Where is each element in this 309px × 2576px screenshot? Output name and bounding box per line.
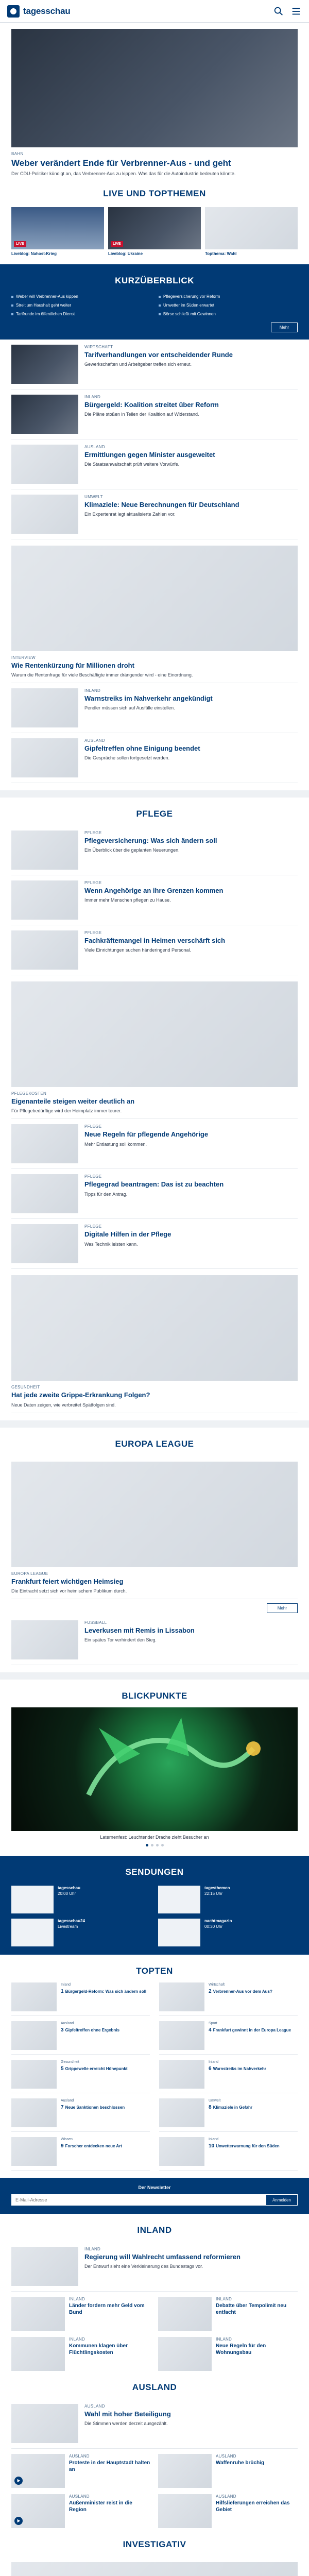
- blickpunkte-image[interactable]: [11, 1707, 298, 1831]
- topten-image: [159, 2098, 204, 2127]
- live-caption: Topthema: Wahl: [205, 251, 237, 257]
- pflege-teaser[interactable]: [11, 925, 298, 975]
- teaser-topline: INLAND: [216, 2297, 232, 2302]
- teaser-image: [11, 688, 78, 727]
- ausland-card[interactable]: [11, 2454, 151, 2488]
- feature-topline: PFLEGEKOSTEN: [11, 1091, 47, 1096]
- carousel-dot[interactable]: [151, 1844, 153, 1846]
- sendung-sub: 20:00 Uhr: [58, 1891, 76, 1896]
- teaser-topline: INLAND: [84, 2247, 101, 2252]
- ausland-card[interactable]: [158, 2454, 298, 2488]
- live-card[interactable]: [108, 207, 201, 257]
- inland-title: INLAND: [137, 2225, 172, 2235]
- search-icon[interactable]: [273, 6, 284, 17]
- sendung-card[interactable]: [158, 1886, 298, 1913]
- topten-image: [159, 1982, 204, 2011]
- teaser-text: Die Staatsanwaltschaft prüft weitere Vorwürfe.: [84, 462, 180, 467]
- lead-image: [11, 29, 298, 147]
- teaser-image: [11, 445, 78, 484]
- teaser-image: [11, 1620, 78, 1659]
- feature-text: Die Eintracht setzt sich vor heimischem Publikum durch.: [11, 1588, 127, 1594]
- teaser-topline: INLAND: [216, 2337, 232, 2342]
- sendung-image: [11, 1886, 54, 1913]
- teaser-image: [11, 2454, 65, 2488]
- ausland-card[interactable]: [11, 2494, 151, 2528]
- ausland-feature[interactable]: [11, 2399, 298, 2449]
- sendung-card[interactable]: [158, 1919, 298, 1946]
- carousel-dot[interactable]: [146, 1844, 148, 1846]
- live-section-title: LIVE UND TOPTHEMEN: [103, 189, 206, 199]
- news-teaser[interactable]: [11, 489, 298, 539]
- feature-headline: Frankfurt feiert wichtigen Heimsieg: [11, 1577, 124, 1585]
- sendung-title: nachtmagazin: [204, 1919, 232, 1924]
- teaser-topline: AUSLAND: [216, 2494, 236, 2499]
- teaser-image: [11, 831, 78, 870]
- teaser-image: [11, 930, 78, 970]
- blickpunkte-section: [0, 1680, 309, 1849]
- sendung-sub: Livestream: [58, 1924, 78, 1929]
- sendung-sub: 22:15 Uhr: [204, 1891, 223, 1896]
- topten-item[interactable]: [11, 2060, 150, 2093]
- teaser-image: [11, 2247, 78, 2286]
- investigativ-section: [0, 2528, 309, 2576]
- top-bar: [0, 0, 309, 23]
- live-row: [11, 207, 298, 257]
- sendung-sub: 00:30 Uhr: [204, 1924, 223, 1929]
- feature-text: Neue Daten zeigen, wie verbreitet Spätfolgen sind.: [11, 1402, 116, 1408]
- feature-text: Warum die Rentenfrage für viele Beschäftigte immer drängender wird - eine Einordnung.: [11, 672, 193, 678]
- topten-image: [159, 2137, 204, 2166]
- teaser-text: Der Entwurf sieht eine Verkleinerung des Bundestags vor.: [84, 2264, 203, 2269]
- teaser-image: [11, 345, 78, 384]
- teaser-topline: AUSLAND: [69, 2454, 90, 2459]
- carousel-dot[interactable]: [161, 1844, 164, 1846]
- blickpunkte-title: BLICKPUNKTE: [122, 1691, 187, 1701]
- europa-feature[interactable]: [11, 1455, 298, 1599]
- pflege-teaser[interactable]: [11, 875, 298, 925]
- investigativ-feature[interactable]: [11, 2556, 298, 2576]
- pflege-teaser[interactable]: [11, 1169, 298, 1219]
- teaser-topline: INLAND: [84, 394, 101, 399]
- sendung-title: tagesthemen: [204, 1886, 230, 1891]
- teaser-headline: Waffenruhe brüchig: [216, 2460, 265, 2466]
- inland-grid: [11, 2297, 298, 2371]
- topten-section: [0, 1955, 309, 2171]
- lead-teaser-text: Der CDU-Politiker kündigt an, das Verbrenner-Aus zu kippen. Was das für die Autoindustrie bedeuten könnte.: [11, 171, 236, 177]
- topten-image: [11, 2137, 57, 2166]
- teaser-headline: Digitale Hilfen in der Pflege: [84, 1230, 171, 1239]
- feature-topline: INTERVIEW: [11, 655, 36, 660]
- topten-image: [11, 2021, 57, 2050]
- topten-rank: 4: [209, 2027, 212, 2033]
- topten-item[interactable]: [159, 2137, 298, 2171]
- topten-topline: Gesundheit: [61, 2060, 79, 2064]
- news-teaser[interactable]: [11, 733, 298, 783]
- logo-text: tagesschau: [23, 6, 71, 16]
- play-icon[interactable]: [14, 2517, 23, 2525]
- lead-headline: Weber verändert Ende für Verbrenner-Aus - und geht: [11, 158, 231, 168]
- brief-item[interactable]: Tarifrunde im öffentlichen Dienst: [11, 312, 150, 317]
- topten-headline: Bürgergeld-Reform: Was sich ändern soll: [65, 1989, 147, 1994]
- dragon-illustration: [11, 1707, 298, 1831]
- carousel-dots: [11, 1841, 298, 1849]
- brief-section: [0, 264, 309, 340]
- sendung-card[interactable]: [11, 1886, 151, 1913]
- sendung-card[interactable]: [11, 1919, 151, 1946]
- topten-topline: Ausland: [61, 2022, 74, 2026]
- teaser-image: [158, 2297, 212, 2331]
- logo-icon: [7, 5, 20, 18]
- live-caption: Liveblog: Nahost-Krieg: [11, 251, 57, 257]
- inland-card[interactable]: [11, 2337, 151, 2371]
- feature-headline: Wie Rentenkürzung für Millionen droht: [11, 661, 134, 669]
- topten-rank: 1: [61, 1989, 64, 1995]
- teaser-headline: Neue Regeln für den Wohnungsbau: [216, 2343, 266, 2355]
- topten-item[interactable]: [11, 1982, 150, 2016]
- brief-item[interactable]: Weber will Verbrenner-Aus kippen: [11, 294, 150, 299]
- investigativ-title: INVESTIGATIV: [123, 2539, 186, 2550]
- blickpunkte-caption: Laternenfest: Leuchtender Drache zieht Besucher an: [100, 1835, 209, 1840]
- play-icon[interactable]: [14, 2477, 23, 2485]
- bullet-icon: [11, 313, 13, 315]
- teaser-topline: INLAND: [84, 688, 101, 693]
- topten-rank: 10: [209, 2143, 215, 2149]
- teaser-headline: Klimaziele: Neue Berechnungen für Deutschland: [84, 500, 239, 509]
- teaser-topline: AUSLAND: [216, 2454, 236, 2459]
- section-separator: [0, 1420, 309, 1428]
- teaser-topline: UMWELT: [84, 494, 103, 499]
- topten-item[interactable]: [11, 2137, 150, 2171]
- teaser-image: [11, 880, 78, 920]
- live-badge: LIVE: [14, 241, 26, 247]
- teaser-text: Die Stimmen werden derzeit ausgezählt.: [84, 2421, 168, 2427]
- teaser-headline: Ermittlungen gegen Minister ausgeweitet: [84, 450, 215, 459]
- teaser-image: [11, 2404, 78, 2443]
- brief-list: [0, 292, 309, 323]
- logo[interactable]: [7, 5, 71, 18]
- feature-image: [11, 546, 298, 651]
- section-separator: [0, 1672, 309, 1680]
- teaser-headline: Pflegeversicherung: Was sich ändern soll: [84, 837, 217, 845]
- brief-item[interactable]: Börse schließt mit Gewinnen: [159, 312, 298, 317]
- topten-topline: Wissen: [61, 2138, 73, 2142]
- topten-headline: Warnstreiks im Nahverkehr: [213, 2066, 266, 2072]
- topten-topline: Umwelt: [209, 2099, 221, 2103]
- feature-topline: EUROPA LEAGUE: [11, 1571, 48, 1576]
- teaser-headline: Fachkräftemangel in Heimen verschärft sich: [84, 937, 226, 945]
- live-card[interactable]: [11, 207, 104, 257]
- lead-topline: BAHN: [11, 151, 24, 156]
- pflege-teaser[interactable]: [11, 825, 298, 875]
- topten-rank: 9: [61, 2143, 64, 2149]
- sendung-image: [158, 1919, 200, 1946]
- ausland-section: [0, 2371, 309, 2528]
- newsletter-box: [0, 2178, 309, 2214]
- teaser-headline: Regierung will Wahlrecht umfassend reformieren: [84, 2253, 241, 2261]
- live-badge: LIVE: [111, 241, 123, 247]
- pflege-feature[interactable]: [11, 975, 298, 1119]
- topten-headline: Unwetterwarnung für den Süden: [216, 2144, 280, 2149]
- live-caption: Liveblog: Ukraine: [108, 251, 143, 257]
- pflege-title: PFLEGE: [136, 809, 173, 819]
- topten-rank: 7: [61, 2105, 64, 2111]
- topten-rank: 2: [209, 1989, 212, 1995]
- feature-teaser[interactable]: [11, 1269, 298, 1413]
- sendungen-title: SENDUNGEN: [125, 1867, 184, 1877]
- sendung-image: [11, 1919, 54, 1946]
- teaser-topline: WIRTSCHAFT: [84, 344, 113, 349]
- topten-rank: 6: [209, 2066, 212, 2072]
- bullet-icon: [159, 313, 161, 315]
- teaser-image: [11, 2494, 65, 2528]
- teaser-text: Die Pläne stoßen in Teilen der Koalition auf Widerstand.: [84, 412, 199, 417]
- topten-headline: Frankfurt gewinnt in der Europa League: [213, 2028, 291, 2033]
- live-card[interactable]: [205, 207, 298, 257]
- teaser-topline: FUSSBALL: [84, 1620, 107, 1625]
- inland-card[interactable]: [158, 2297, 298, 2331]
- teaser-headline: Kommunen klagen über Flüchtlingskosten: [69, 2343, 128, 2355]
- teaser-topline: PFLEGE: [84, 831, 102, 836]
- feature-image: [11, 2562, 298, 2576]
- topten-item[interactable]: [159, 1982, 298, 2016]
- teaser-topline: PFLEGE: [84, 880, 102, 886]
- sendungen-section: [0, 1856, 309, 1955]
- brief-item[interactable]: Unwetter im Süden erwartet: [159, 303, 298, 308]
- teaser-topline: INLAND: [69, 2297, 85, 2302]
- teaser-headline: Wahl mit hoher Beteiligung: [84, 2410, 171, 2418]
- teaser-text: Die Gespräche sollen fortgesetzt werden.: [84, 755, 170, 761]
- topten-image: [159, 2021, 204, 2050]
- europa-more-button[interactable]: Mehr: [267, 1603, 298, 1613]
- ausland-grid: [11, 2454, 298, 2528]
- live-image: [11, 207, 104, 249]
- topten-headline: Gipfeltreffen ohne Ergebnis: [65, 2028, 119, 2033]
- pflege-section: [0, 798, 309, 1413]
- topten-topline: Inland: [209, 2060, 219, 2064]
- topten-image: [11, 2060, 57, 2089]
- teaser-text: Mehr Entlastung soll kommen.: [84, 1141, 147, 1147]
- teaser-topline: AUSLAND: [84, 444, 105, 449]
- teaser-headline: Länder fordern mehr Geld vom Bund: [69, 2303, 145, 2315]
- brief-item[interactable]: Streit um Haushalt geht weiter: [11, 303, 150, 308]
- brief-item[interactable]: Pflegeversicherung vor Reform: [159, 294, 298, 299]
- teaser-image: [158, 2337, 212, 2371]
- topten-topline: Inland: [61, 1983, 71, 1987]
- news-teaser[interactable]: [11, 683, 298, 733]
- sendungen-list: [0, 1884, 309, 1955]
- teaser-image: [11, 395, 78, 434]
- topten-headline: Forscher entdecken neue Art: [65, 2144, 122, 2149]
- news-teaser[interactable]: [11, 340, 298, 389]
- topten-rank: 5: [61, 2066, 64, 2072]
- topten-image: [159, 2060, 204, 2089]
- topten-topline: Inland: [209, 2138, 219, 2142]
- newsletter-title: Der Newsletter: [138, 2185, 171, 2191]
- teaser-image: [11, 495, 78, 534]
- europa-section: [0, 1428, 309, 1665]
- teaser-text: Tipps für den Antrag.: [84, 1191, 128, 1197]
- feature-image: [11, 1462, 298, 1567]
- topten-image: [11, 2098, 57, 2127]
- teaser-headline: Wenn Angehörige an ihre Grenzen kommen: [84, 887, 224, 895]
- newsletter-email-input[interactable]: [11, 2194, 266, 2206]
- teaser-image: [11, 738, 78, 777]
- topten-item[interactable]: [11, 2021, 150, 2055]
- feature-image: [11, 1275, 298, 1381]
- teaser-text: Ein spätes Tor verhindert den Sieg.: [84, 1637, 157, 1643]
- teaser-text: Was Technik leisten kann.: [84, 1241, 138, 1247]
- teaser-headline: Tarifverhandlungen vor entscheidender Runde: [84, 350, 233, 359]
- teaser-headline: Proteste in der Hauptstadt halten an: [69, 2460, 150, 2472]
- teaser-headline: Warnstreiks im Nahverkehr angekündigt: [84, 694, 213, 703]
- carousel-dot[interactable]: [156, 1844, 159, 1846]
- inland-section: [0, 2214, 309, 2371]
- teaser-text: Pendler müssen sich auf Ausfälle einstellen.: [84, 705, 175, 711]
- sendung-image: [158, 1886, 200, 1913]
- news-teaser[interactable]: [11, 389, 298, 439]
- teaser-headline: Hilfslieferungen erreichen das Gebiet: [216, 2500, 290, 2513]
- feature-teaser[interactable]: [11, 539, 298, 683]
- teaser-topline: AUSLAND: [84, 2404, 105, 2409]
- topten-headline: Grippewelle erreicht Höhepunkt: [65, 2066, 128, 2072]
- news-teaser[interactable]: [11, 439, 298, 489]
- topten-title: TOPTEN: [136, 1966, 173, 1976]
- lead-teaser[interactable]: [11, 29, 298, 177]
- topten-rank: 3: [61, 2027, 64, 2033]
- teaser-headline: Gipfeltreffen ohne Einigung beendet: [84, 744, 200, 753]
- teaser-text: Ein Expertenrat legt aktualisierte Zahlen vor.: [84, 512, 176, 517]
- live-image: [205, 207, 298, 249]
- teaser-topline: PFLEGE: [84, 930, 102, 936]
- teaser-text: Gewerkschaften und Arbeitgeber treffen sich erneut.: [84, 362, 192, 367]
- inland-feature[interactable]: [11, 2242, 298, 2292]
- bullet-icon: [11, 296, 13, 298]
- feature-topline: GESUNDHEIT: [11, 1385, 40, 1390]
- teaser-headline: Leverkusen mit Remis in Lissabon: [84, 1626, 195, 1635]
- teaser-headline: Bürgergeld: Koalition streitet über Reform: [84, 400, 219, 409]
- topten-item[interactable]: [159, 2098, 298, 2132]
- topten-item[interactable]: [159, 2060, 298, 2093]
- bullet-icon: [159, 296, 161, 298]
- teaser-image: [11, 1174, 78, 1213]
- ausland-card[interactable]: [158, 2494, 298, 2528]
- teaser-topline: PFLEGE: [84, 1224, 102, 1229]
- feature-headline: Hat jede zweite Grippe-Erkrankung Folgen?: [11, 1391, 150, 1399]
- topten-topline: Wirtschaft: [209, 1983, 225, 1987]
- topten-topline: Ausland: [61, 2099, 74, 2103]
- section-separator: [0, 790, 309, 798]
- brief-title: KURZÜBERBLICK: [115, 275, 194, 285]
- topten-headline: Neue Sanktionen beschlossen: [65, 2105, 125, 2110]
- teaser-image: [11, 1124, 78, 1163]
- pflege-teaser[interactable]: [11, 1119, 298, 1169]
- topten-topline: Sport: [209, 2022, 217, 2026]
- teaser-topline: PFLEGE: [84, 1124, 102, 1129]
- teaser-topline: PFLEGE: [84, 1174, 102, 1179]
- topten-image: [11, 1982, 57, 2011]
- top-actions: [273, 6, 302, 17]
- teaser-image: [11, 2297, 65, 2331]
- europa-title: EUROPA LEAGUE: [115, 1438, 194, 1449]
- feature-headline: Eigenanteile steigen weiter deutlich an: [11, 1097, 135, 1106]
- ausland-title: AUSLAND: [132, 2382, 177, 2393]
- topten-item[interactable]: [11, 2098, 150, 2132]
- teaser-text: Ein Überblick über die geplanten Neuerungen.: [84, 848, 180, 853]
- teaser-image: [11, 1224, 78, 1263]
- feature-image: [11, 981, 298, 1087]
- brief-more-button[interactable]: Mehr: [271, 323, 298, 332]
- newsletter-submit-button[interactable]: Anmelden: [266, 2194, 298, 2206]
- topten-headline: Klimaziele in Gefahr: [213, 2105, 253, 2110]
- teaser-topline: AUSLAND: [84, 738, 105, 743]
- teaser-topline: AUSLAND: [69, 2494, 90, 2499]
- sendung-title: tagesschau24: [58, 1919, 85, 1924]
- teaser-image: [158, 2494, 212, 2528]
- teaser-headline: Außenminister reist in die Region: [69, 2500, 132, 2513]
- teaser-headline: Debatte über Tempolimit neu entfacht: [216, 2303, 287, 2315]
- teaser-text: Viele Einrichtungen suchen händeringend Personal.: [84, 947, 191, 953]
- sendung-title: tagesschau: [58, 1886, 81, 1891]
- bullet-icon: [11, 304, 13, 307]
- teaser-headline: Neue Regeln für pflegende Angehörige: [84, 1130, 209, 1139]
- topten-item[interactable]: [159, 2021, 298, 2055]
- inland-card[interactable]: [158, 2337, 298, 2371]
- teaser-image: [158, 2454, 212, 2488]
- topten-list: [11, 1982, 298, 2171]
- teaser-topline: INLAND: [69, 2337, 85, 2342]
- menu-icon[interactable]: [290, 6, 302, 17]
- live-image: [108, 207, 201, 249]
- inland-card[interactable]: [11, 2297, 151, 2331]
- europa-teaser[interactable]: [11, 1615, 298, 1665]
- feature-text: Für Pflegebedürftige wird der Heimplatz immer teurer.: [11, 1108, 122, 1114]
- bullet-icon: [159, 304, 161, 307]
- teaser-headline: Pflegegrad beantragen: Das ist zu beachten: [84, 1180, 224, 1189]
- teaser-text: Immer mehr Menschen pflegen zu Hause.: [84, 897, 171, 903]
- teaser-image: [11, 2337, 65, 2371]
- pflege-teaser[interactable]: [11, 1219, 298, 1269]
- topten-rank: 8: [209, 2105, 212, 2111]
- topten-headline: Verbrenner-Aus vor dem Aus?: [213, 1989, 272, 1994]
